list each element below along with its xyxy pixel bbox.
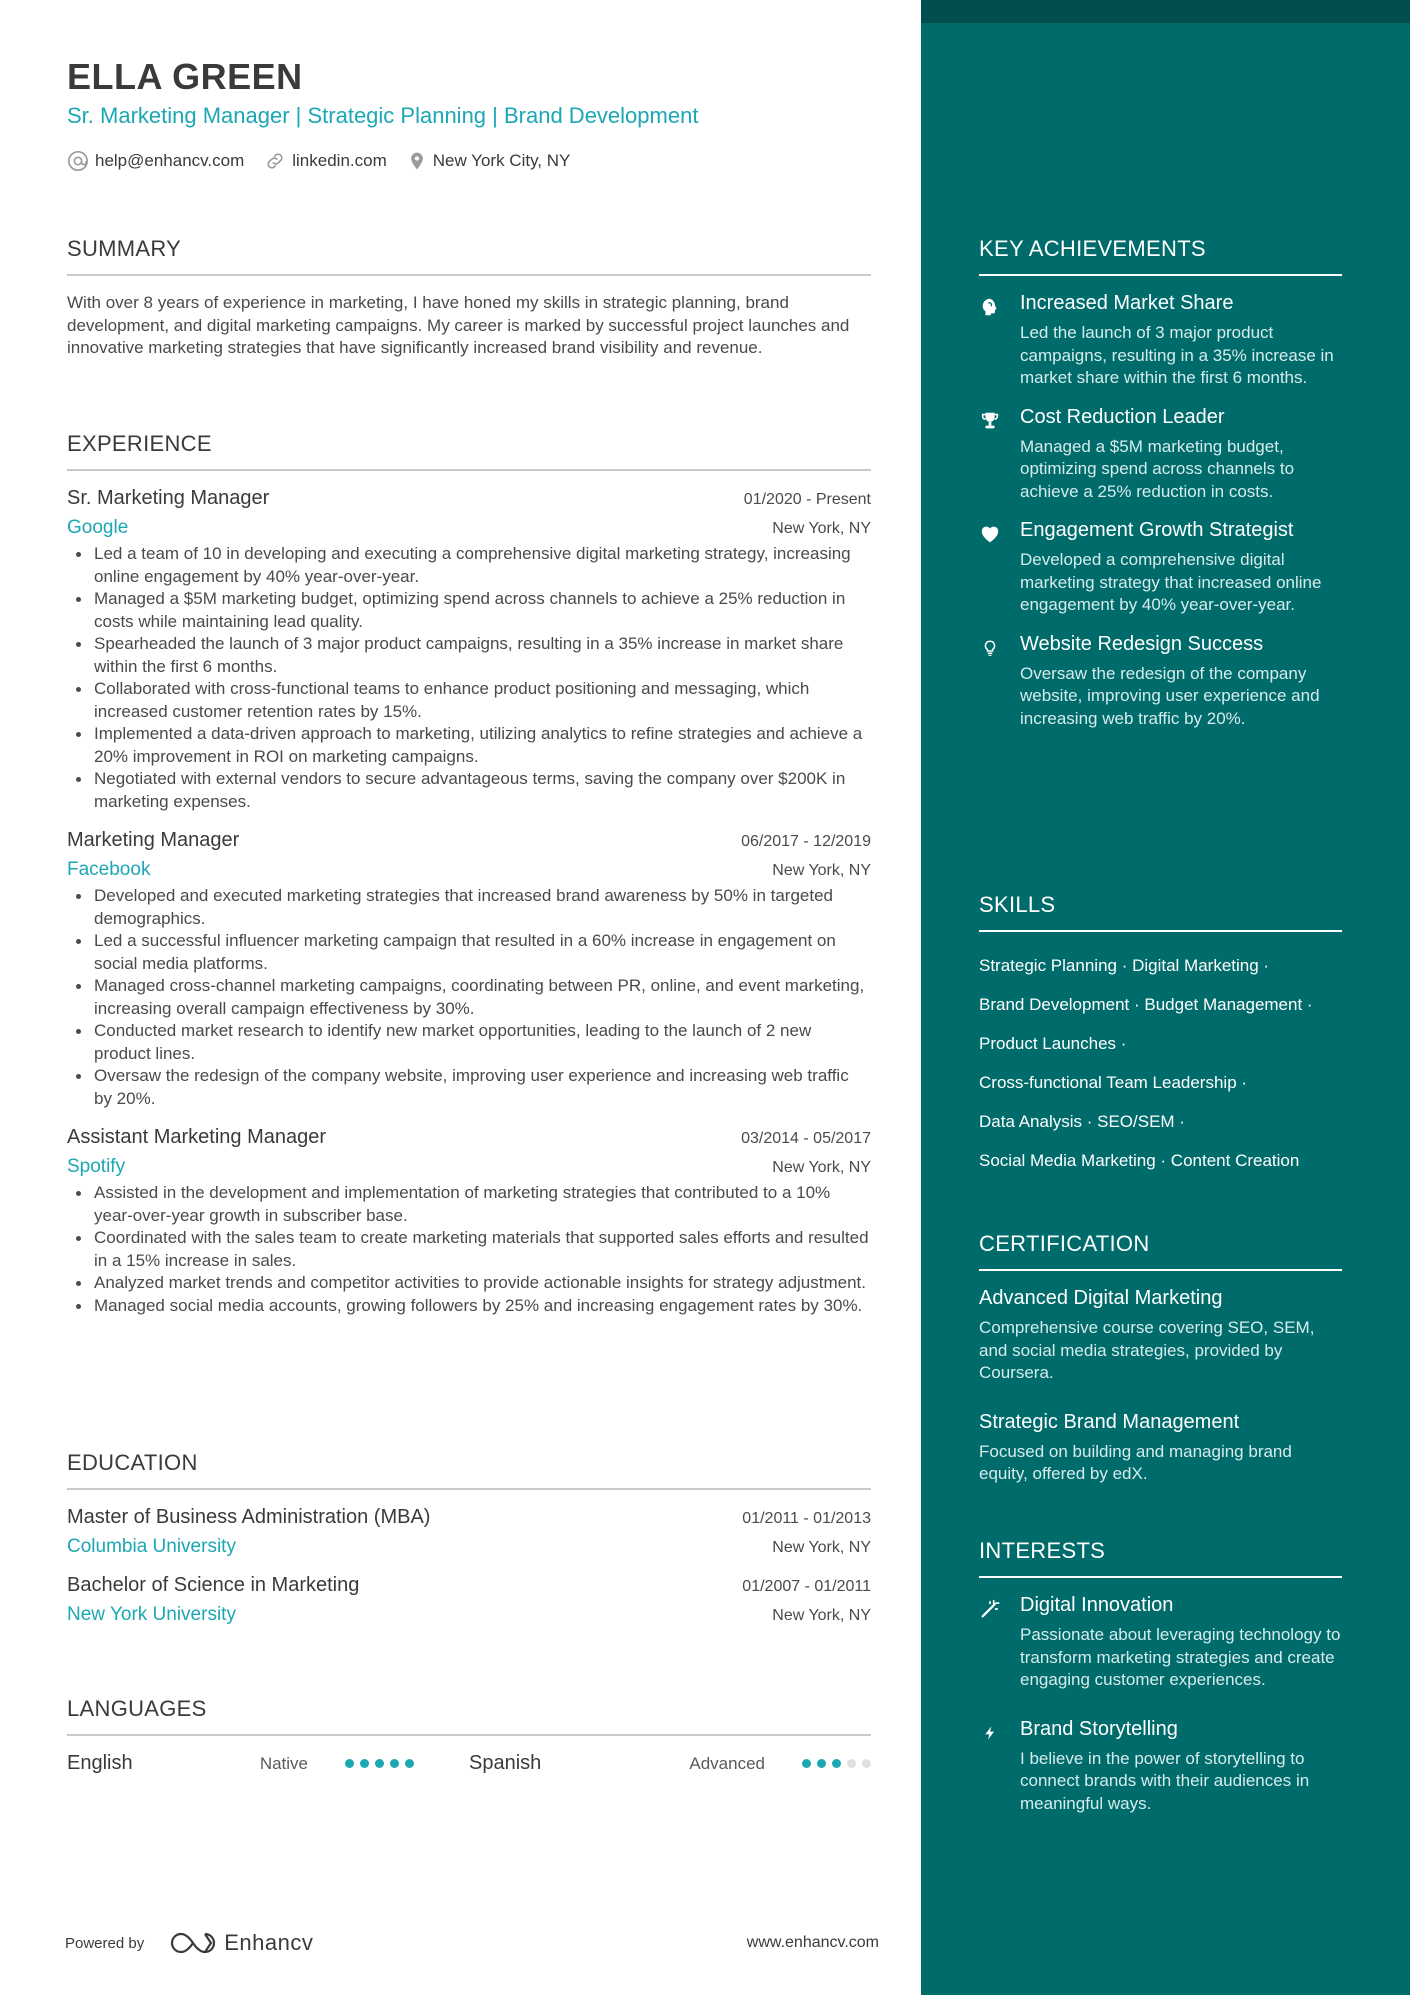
bullet-item: Led a successful influencer marketing campaign that resulted in a 60% increase in engagement on social media platforms.	[67, 930, 871, 975]
achievement-title: Website Redesign Success	[1020, 632, 1264, 655]
experience-section	[67, 431, 871, 1317]
footer	[65, 1930, 879, 1956]
bullet-item: Spearheaded the launch of 3 major product campaigns, resulting in a 35% increase in market share within the first 6 months.	[67, 633, 871, 678]
education-entry	[67, 1574, 871, 1626]
job-title: Marketing Manager	[67, 829, 240, 851]
achievement-desc: Led the launch of 3 major product campaigns, resulting in a 35% increase in market share within the first 6 months.	[1020, 323, 1334, 387]
infinity-logo-icon	[170, 1931, 216, 1955]
bullet-item: Collaborated with cross-functional teams to enhance product positioning and messaging, which increased customer retention rates by 15%.	[67, 678, 871, 723]
bullet-item: Managed a $5M marketing budget, optimizing spend across channels to achieve a 25% reduction in costs while maintaining lead quality.	[67, 588, 871, 633]
skill-line: Strategic Planning · Digital Marketing ·	[979, 956, 1270, 975]
lightbulb-icon	[979, 637, 1001, 659]
rating-dot-empty	[847, 1759, 856, 1768]
rating-dot-filled	[390, 1759, 399, 1768]
achievement-title: Increased Market Share	[1020, 292, 1234, 314]
certification-item	[979, 1411, 1342, 1486]
languages-list	[67, 1752, 871, 1775]
location-pin-icon	[407, 150, 427, 172]
bullet-item: Conducted market research to identify new market opportunities, leading to the launch of 2 new product lines.	[67, 1020, 871, 1065]
email-text: help@enhancv.com	[95, 151, 245, 170]
languages-title: LANGUAGES	[67, 1696, 871, 1736]
interest-title: Digital Innovation	[1020, 1594, 1174, 1616]
at-icon	[67, 150, 89, 172]
lightning-icon	[979, 1722, 1001, 1744]
candidate-name: ELLA GREEN	[67, 56, 303, 97]
education-entry	[67, 1506, 871, 1558]
achievement-item	[979, 406, 1342, 504]
skill-line: Brand Development · Budget Management ·	[979, 995, 1313, 1014]
job-entry	[67, 829, 871, 1110]
job-dates: 03/2014 - 05/2017	[741, 1130, 871, 1147]
language-level: Native	[259, 1753, 308, 1773]
languages-section	[67, 1696, 871, 1775]
job-location: New York, NY	[772, 1159, 871, 1176]
enhancv-logo[interactable]	[170, 1930, 339, 1956]
job-company: Spotify	[67, 1156, 126, 1177]
achievements-section	[979, 236, 1342, 730]
achievements-title: KEY ACHIEVEMENTS	[979, 236, 1342, 276]
magic-wand-icon	[979, 1598, 1001, 1620]
certification-name: Strategic Brand Management	[979, 1410, 1240, 1433]
bullet-item: Managed cross-channel marketing campaigns, coordinating between PR, online, and event marketing, increasing overall campaign effectiveness by 30%.	[67, 975, 871, 1020]
job-entry	[67, 487, 871, 813]
bullet-item: Coordinated with the sales team to create marketing materials that supported sales efforts and resulted in a 15% increase in sales.	[67, 1227, 871, 1272]
brain-icon	[979, 296, 1001, 318]
bullet-item: Developed and executed marketing strategies that increased brand awareness by 50% in targeted demographics.	[67, 885, 871, 930]
location-text: New York City, NY	[432, 151, 571, 170]
education-location: New York, NY	[772, 1539, 871, 1556]
achievement-item	[979, 519, 1342, 617]
education-section	[67, 1450, 871, 1626]
language-rating	[796, 1759, 871, 1768]
achievement-desc: Developed a comprehensive digital marketing strategy that increased online engagement by 40% year-over-year.	[1020, 550, 1322, 614]
contact-info	[67, 150, 590, 172]
job-company: Facebook	[67, 859, 151, 880]
language-name: Spanish	[469, 1752, 542, 1774]
interest-item	[979, 1718, 1342, 1816]
job-company: Google	[67, 517, 129, 538]
skill-line: Cross-functional Team Leadership ·	[979, 1073, 1248, 1092]
interest-item	[979, 1594, 1342, 1692]
bullet-item: Assisted in the development and implementation of marketing strategies that contributed to a 10% year-over-year growth in subscriber base.	[67, 1182, 871, 1227]
education-dates: 01/2011 - 01/2013	[742, 1510, 871, 1527]
rating-dot-filled	[802, 1759, 811, 1768]
skill-line: Social Media Marketing · Content Creation	[979, 1151, 1300, 1170]
skills-title: SKILLS	[979, 892, 1342, 932]
sidebar-top-band	[921, 0, 1410, 23]
interests-section	[979, 1538, 1342, 1815]
achievement-item	[979, 633, 1342, 731]
education-dates: 01/2007 - 01/2011	[742, 1578, 871, 1595]
school: Columbia University	[67, 1536, 236, 1557]
rating-dot-filled	[817, 1759, 826, 1768]
powered-by	[65, 1930, 339, 1956]
language-item	[67, 1752, 469, 1775]
rating-dot-filled	[405, 1759, 414, 1768]
summary-text: With over 8 years of experience in marketing, I have honed my skills in strategic planning, brand development, and digital marketing campaigns. My career is marked by successful project launches and innovative marketing strategies that have significantly increased brand visibility and revenue.	[67, 293, 850, 357]
job-dates: 01/2020 - Present	[743, 491, 871, 508]
job-dates: 06/2017 - 12/2019	[741, 833, 871, 850]
job-bullets	[67, 885, 871, 1110]
contact-linkedin[interactable]	[264, 150, 387, 172]
bullet-item: Negotiated with external vendors to secure advantageous terms, saving the company over $200K in marketing expenses.	[67, 768, 871, 813]
powered-by-text: Powered by	[65, 1934, 145, 1952]
interest-desc: Passionate about leveraging technology to transform marketing strategies and create engaging customer experiences.	[1020, 1625, 1341, 1689]
interests-title: INTERESTS	[979, 1538, 1342, 1578]
rating-dot-filled	[345, 1759, 354, 1768]
summary-title: SUMMARY	[67, 236, 871, 276]
job-title: Sr. Marketing Manager	[67, 487, 270, 509]
contact-email[interactable]	[67, 150, 244, 172]
achievement-desc: Oversaw the redesign of the company website, improving user experience and increasing web traffic by 20%.	[1020, 663, 1320, 728]
achievement-title: Cost Reduction Leader	[1020, 405, 1225, 428]
bullet-item: Led a team of 10 in developing and executing a comprehensive digital marketing strategy, increasing online engagement by 40% year-over-year.	[67, 543, 871, 588]
certification-desc: Focused on building and managing brand equity, offered by edX.	[979, 1441, 1292, 1483]
skills-section	[979, 892, 1342, 1180]
language-item	[469, 1752, 871, 1775]
headline: Sr. Marketing Manager | Strategic Planning | Brand Development	[67, 103, 699, 128]
summary-section	[67, 236, 871, 360]
certification-item	[979, 1287, 1342, 1385]
linkedin-text: linkedin.com	[292, 151, 387, 170]
job-title: Assistant Marketing Manager	[67, 1126, 327, 1148]
achievement-title: Engagement Growth Strategist	[1020, 519, 1294, 541]
rating-dot-filled	[832, 1759, 841, 1768]
certification-desc: Comprehensive course covering SEO, SEM, and social media strategies, provided by Coursera.	[979, 1318, 1315, 1382]
interest-desc: I believe in the power of storytelling to connect brands with their audiences in meaningful ways.	[1020, 1748, 1310, 1813]
bullet-item: Oversaw the redesign of the company website, improving user experience and increasing web traffic by 20%.	[67, 1065, 871, 1110]
school: New York University	[67, 1604, 236, 1625]
language-name: English	[67, 1752, 133, 1774]
achievement-desc: Managed a $5M marketing budget, optimizing spend across channels to achieve a 25% reduction in costs.	[1020, 436, 1295, 501]
link-icon	[264, 150, 286, 172]
certification-title: CERTIFICATION	[979, 1231, 1342, 1271]
bullet-item: Analyzed market trends and competitor activities to provide actionable insights for strategy adjustment.	[67, 1272, 871, 1295]
certification-section	[979, 1231, 1342, 1486]
rating-dot-empty	[862, 1759, 871, 1768]
education-title: EDUCATION	[67, 1450, 871, 1490]
language-rating	[339, 1759, 414, 1768]
contact-location	[407, 150, 571, 172]
job-bullets	[67, 543, 871, 813]
website-link[interactable]: www.enhancv.com	[746, 1934, 879, 1951]
experience-title: EXPERIENCE	[67, 431, 871, 471]
sidebar	[921, 0, 1410, 1995]
skills-list	[979, 946, 1342, 1180]
degree: Master of Business Administration (MBA)	[67, 1506, 431, 1528]
language-level: Advanced	[689, 1753, 765, 1773]
job-location: New York, NY	[772, 520, 871, 537]
skill-line: Product Launches ·	[979, 1034, 1127, 1053]
job-bullets	[67, 1182, 871, 1317]
job-entry	[67, 1126, 871, 1317]
achievement-item	[979, 292, 1342, 390]
trophy-icon	[979, 410, 1001, 432]
rating-dot-filled	[375, 1759, 384, 1768]
rating-dot-filled	[360, 1759, 369, 1768]
brand-name: Enhancv	[224, 1930, 314, 1955]
degree: Bachelor of Science in Marketing	[67, 1574, 360, 1596]
job-location: New York, NY	[772, 862, 871, 879]
bullet-item: Implemented a data-driven approach to marketing, utilizing analytics to refine strategies and achieve a 20% improvement in ROI on marketing campaigns.	[67, 723, 871, 768]
skill-line: Data Analysis · SEO/SEM ·	[979, 1112, 1185, 1131]
education-location: New York, NY	[772, 1607, 871, 1624]
interest-title: Brand Storytelling	[1020, 1717, 1178, 1740]
heart-icon	[979, 523, 1001, 545]
certification-name: Advanced Digital Marketing	[979, 1287, 1223, 1309]
bullet-item: Managed social media accounts, growing followers by 25% and increasing engagement rates by 30%.	[67, 1295, 871, 1318]
